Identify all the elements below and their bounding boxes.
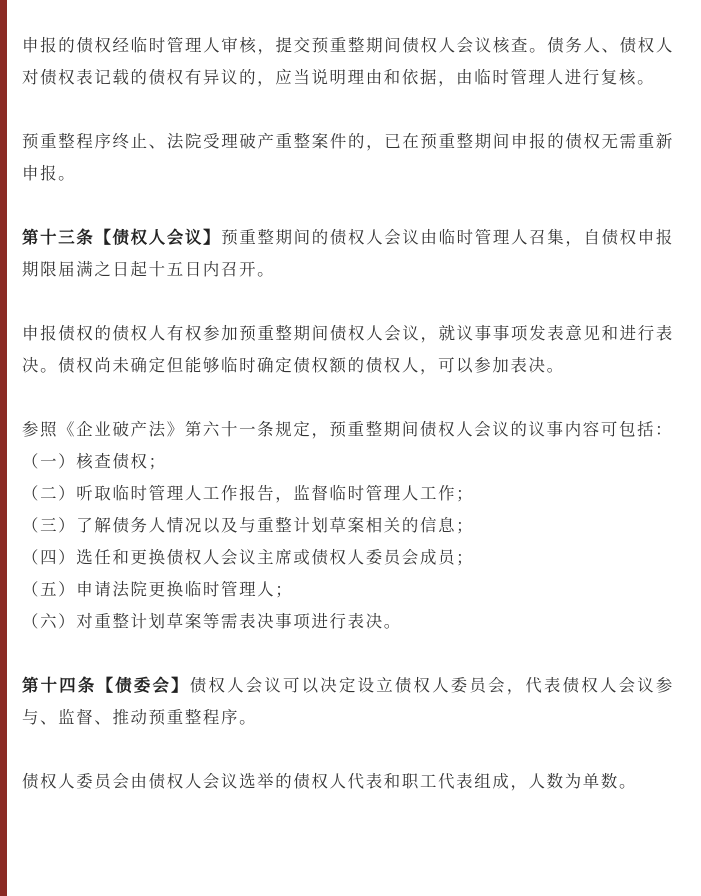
paragraph-meeting-agenda-intro: 参照《企业破产法》第六十一条规定，预重整期间债权人会议的议事内容可包括：: [22, 420, 674, 439]
article-13-body: 预重整期间的债权人会议由临时管理人召集，自债权申报期限届满之日起十五日内召开。: [22, 228, 675, 279]
paragraph-spacer: [22, 382, 674, 414]
list-item: （二）听取临时管理人工作报告，监督临时管理人工作；: [22, 484, 475, 503]
list-item: （三）了解债务人情况以及与重整计划草案相关的信息；: [22, 516, 475, 535]
paragraph-spacer: [22, 638, 674, 670]
list-item: （六）对重整计划草案等需表决事项进行表决。: [22, 612, 402, 631]
list-item: （四）选任和更换债权人会议主席或债权人委员会成员；: [22, 548, 475, 567]
paragraph-committee-composition: 债权人委员会由债权人会议选举的债权人代表和职工代表组成，人数为单数。: [22, 772, 638, 791]
paragraph-spacer: [22, 286, 674, 318]
article-14: [22, 670, 674, 734]
paragraph-claim-review: 申报的债权经临时管理人审核，提交预重整期间债权人会议核查。债务人、债权人对债权表记载的债权有异议的，应当说明理由和依据，由临时管理人进行复核。: [22, 36, 674, 87]
paragraph-spacer: [22, 734, 674, 766]
article-14-body: 债权人会议可以决定设立债权人委员会，代表债权人会议参与、监督、推动预重整程序。: [22, 676, 674, 727]
list-item: （五）申请法院更换临时管理人；: [22, 580, 294, 599]
paragraph-spacer: [22, 190, 674, 222]
paragraph-spacer: [22, 94, 674, 126]
article-13: [22, 222, 674, 286]
article-13-heading: 第十三条【债权人会议】: [22, 228, 222, 247]
meeting-agenda-list: [22, 446, 674, 638]
paragraph-voting-rights: 申报债权的债权人有权参加预重整期间债权人会议，就议事事项发表意见和进行表决。债权尚未确定但能够临时确定债权额的债权人，可以参加表决。: [22, 324, 674, 375]
article-14-heading: 第十四条【债委会】: [22, 676, 190, 695]
left-accent-bar: [0, 0, 7, 896]
paragraph-no-reapply: 预重整程序终止、法院受理破产重整案件的，已在预重整期间申报的债权无需重新申报。: [22, 132, 674, 183]
article-body: [22, 30, 674, 798]
list-item: （一）核查债权；: [22, 452, 167, 471]
